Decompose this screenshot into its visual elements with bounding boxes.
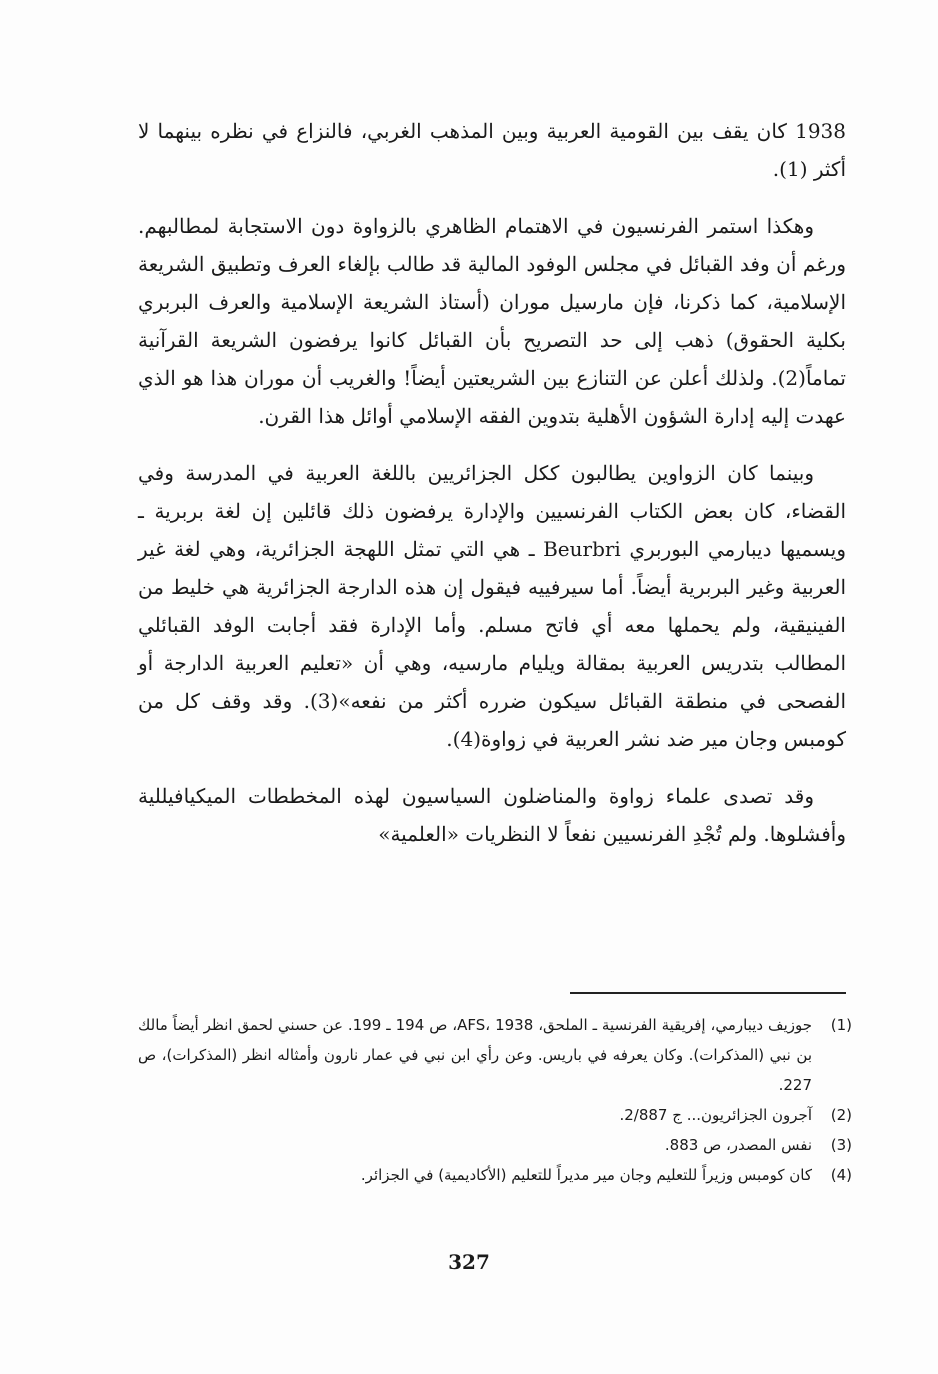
footnote-number: (2) bbox=[830, 1106, 852, 1124]
footnote-1 bbox=[138, 1010, 852, 1100]
footnotes bbox=[138, 1010, 852, 1190]
footnote-text: نفس المصدر، ص 883. bbox=[664, 1136, 812, 1154]
footnote-text: جوزيف ديبارمي، إفريقية الفرنسية ـ الملحق، AFS، 1938، ص 194 ـ 199. عن حسني لحمق انظر أيضاً مالك بن نبي (المذكرات). وكان يعرفه في باريس. وعن رأي ابن نبي في عمار نارون وأمثاله انظر (المذكرات)، ص 227. bbox=[138, 1016, 813, 1094]
footnote-2 bbox=[138, 1100, 852, 1130]
footnote-text: كان كومبس وزيراً للتعليم وجان مير مديراً للتعليم (الأكاديمية) في الجزائر. bbox=[360, 1166, 812, 1184]
footnote-4 bbox=[138, 1160, 852, 1190]
paragraph-1: 1938 كان يقف بين القومية العربية وبين المذهب الغربي، فالنزاع في نظره بينهما لا أكثر (1). bbox=[138, 119, 846, 181]
paragraph-2: وهكذا استمر الفرنسيون في الاهتمام الظاهري بالزواوة دون الاستجابة لمطالبهم. ورغم أن وفد القبائل في مجلس الوفود المالية قد طالب بإلغاء العرف وتطبيق الشريعة الإسلامية، كما ذكرنا، فإن مارسيل موران (أستاذ الشريعة الإسلامية والعرف البربري بكلية الحقوق) ذهب إلى حد التصريح بأن القبائل كانوا يرفضون الشريعة القرآنية تماماً(2). ولذلك أعلن عن التنازع بين الشريعتين أيضاً! والغريب أن موران هذا هو الذي عهدت إليه إدارة الشؤون الأهلية بتدوين الفقه الإسلامي أوائل هذا القرن. bbox=[138, 214, 846, 428]
footnote-3 bbox=[138, 1130, 852, 1160]
paragraph-4: وقد تصدى علماء زواوة والمناضلون السياسيون لهذه المخططات الميكيافيللية وأفشلوها. ولم تُجْدِ الفرنسيين نفعاً لا النظريات «العلمية» bbox=[138, 784, 846, 846]
body-text bbox=[138, 112, 846, 853]
footnote-separator bbox=[570, 992, 846, 994]
footnote-number: (4) bbox=[830, 1166, 852, 1184]
footnote-number: (1) bbox=[830, 1016, 852, 1034]
paragraph-3: وبينما كان الزواوين يطالبون ككل الجزائريين باللغة العربية في المدرسة وفي القضاء، كان بعض الكتاب الفرنسيين والإدارة يرفضون ذلك قائلين إن لغة بربرية ـ ويسميها ديبارمي البوربري Beurbri ـ هي التي تمثل اللهجة الجزائرية، وهي لغة غير العربية وغير البربرية أيضاً. أما سيرفييه فيقول إن هذه الدارجة الجزائرية هي خليط من الفينيقية، ولم يحملها معه أي فاتح مسلم. وأما الإدارة فقد أجابت الوفد القبائلي المطالب بتدريس العربية بمقالة ويليام مارسيه، وهي أن «تعليم العربية الدارجة أو الفصحى في منطقة القبائل سيكون ضرره أكثر من نفعه»(3). وقد وقف كل من كومبس وجان مير ضد نشر العربية في زواوة(4). bbox=[138, 461, 847, 751]
page-number: 327 bbox=[448, 1250, 490, 1274]
footnote-text: آجرون الجزائريون... ج 2/887. bbox=[619, 1106, 812, 1124]
footnote-number: (3) bbox=[830, 1136, 852, 1154]
